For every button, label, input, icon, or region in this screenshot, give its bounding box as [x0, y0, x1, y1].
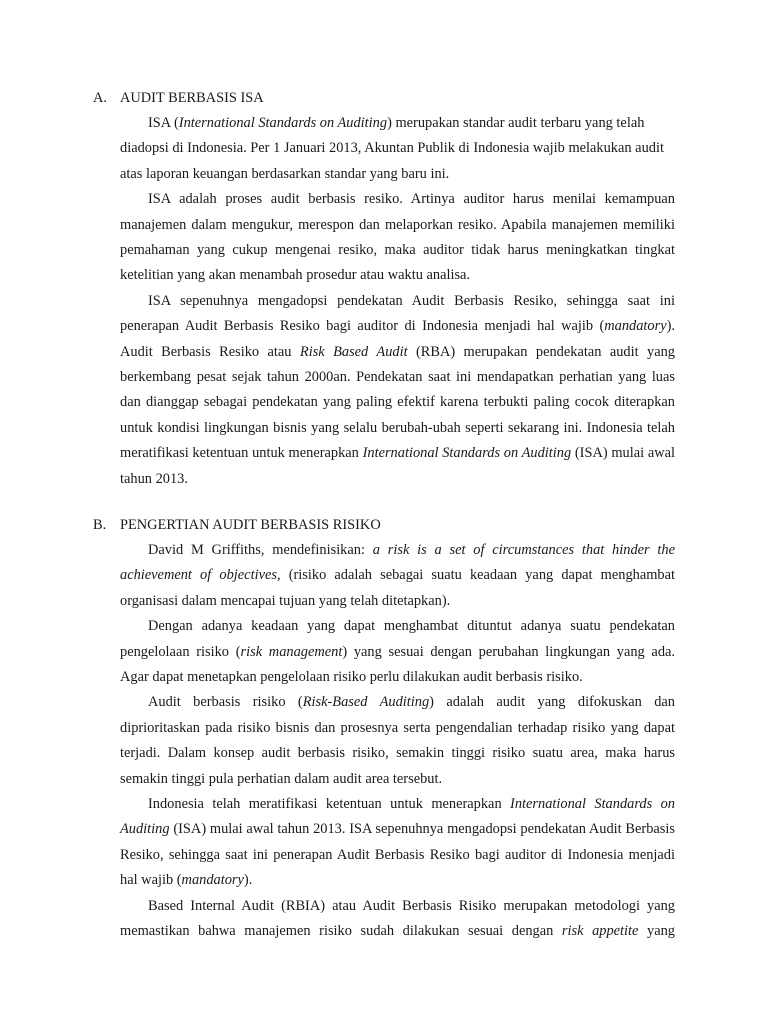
text-run: Audit berbasis risiko (	[148, 694, 303, 711]
section-a	[93, 86, 675, 492]
paragraph	[120, 894, 675, 945]
italic-term: International Standards on Auditing	[120, 796, 675, 838]
text-run: ).	[243, 872, 253, 889]
section-b	[93, 513, 675, 945]
paragraph	[120, 289, 675, 492]
text-run: (risiko adalah sebagai suatu keadaan yang dapat menghambat organisasi dalam mencapai tujuan yang telah ditetapkan).	[120, 567, 676, 609]
paragraph	[120, 792, 675, 894]
section-title: PENGERTIAN AUDIT BERBASIS RISIKO	[120, 517, 381, 533]
text-run: ) merupakan standar audit terbaru yang telah diadopsi di Indonesia. Per 1 Januari 2013, Akuntan Publik di Indonesia wajib melakukan audit atas laporan keuangan berdasarkan standar yang baru ini.	[120, 115, 664, 182]
italic-term: risk management	[240, 643, 343, 660]
italic-term: risk appetite	[561, 923, 639, 940]
italic-term: International Standards on Auditing	[362, 445, 572, 462]
text-run: Based Internal Audit (RBIA) atau Audit Berbasis Risiko merupakan metodologi yang memastikan bahwa manajemen risiko sudah dilakukan sesuai dengan	[120, 897, 675, 940]
text-run: (ISA) mulai awal tahun 2013.	[120, 445, 675, 487]
text-run: ISA sepenuhnya mengadopsi pendekatan Audit Berbasis Resiko, sehingga saat ini penerapan Audit Berbasis Resiko bagi auditor di Indonesia menjadi hal wajib (	[120, 292, 675, 335]
text-run: ISA (	[148, 115, 179, 131]
text-run: ) yang sesuai dengan perubahan lingkungan yang ada. Agar dapat menetapkan pengelolaan risiko perlu dilakukan audit berbasis risiko.	[120, 643, 675, 686]
paragraph	[120, 187, 675, 289]
text-run: ). Audit Berbasis Resiko atau	[120, 318, 675, 360]
section-letter: B.	[93, 517, 107, 533]
paragraph	[120, 614, 675, 690]
text-run: ) adalah audit yang difokuskan dan diprioritaskan pada risiko bisnis dan prosesnya serta pengendalian terhadap risiko yang dapat terjadi. Dalam konsep audit berbasis risiko, semakin tinggi risiko suatu area, maka harus semakin tinggi pula perhatian dalam audit area tersebut.	[120, 694, 675, 787]
paragraph	[120, 690, 675, 792]
italic-term: International Standards on Auditing	[178, 115, 388, 131]
italic-term: mandatory	[604, 318, 667, 335]
section-body	[120, 111, 675, 492]
text-run: David M Griffiths, mendefinisikan:	[148, 542, 373, 558]
text-run: Indonesia telah meratifikasi ketentuan untuk menerapkan	[148, 796, 511, 813]
section-title: AUDIT BERBASIS ISA	[120, 90, 264, 106]
section-body	[120, 538, 675, 945]
paragraph	[120, 111, 675, 187]
text-run: ISA adalah proses audit berbasis resiko. Artinya auditor harus menilai kemampuan manajemen dalam mengukur, merespon dan melaporkan resiko. Apabila manajemen memiliki pemahaman yang cukup mengenai resiko, maka auditor tidak harus meningkatkan tingkat ketelitian yang akan menambah prosedur atau waktu analisa.	[120, 191, 675, 284]
italic-term: Risk-Based Auditing	[302, 694, 430, 711]
paragraph	[120, 538, 675, 614]
text-run: yang	[638, 923, 675, 940]
text-run: Dengan adanya keadaan yang dapat menghambat dituntut adanya suatu pendekatan pengelolaan risiko (	[120, 618, 675, 660]
section-letter: A.	[93, 90, 107, 106]
section-heading	[93, 513, 675, 538]
italic-term: mandatory	[181, 872, 244, 889]
text-run: (ISA) mulai awal tahun 2013. ISA sepenuhnya mengadopsi pendekatan Audit Berbasis Resiko, sehingga saat ini penerapan Audit Berbasis Resiko bagi auditor di Indonesia menjadi hal wajib (	[120, 821, 675, 889]
text-run: (RBA) merupakan pendekatan audit yang berkembang pesat sejak tahun 2000an. Pendekatan saat ini mendapatkan perhatian yang luas dan dianggap sebagai pendekatan yang paling efektif karena terbukti paling cocok diterapkan untuk kondisi lingkungan bisnis yang selalu berubah-ubah seperti sekarang ini. Indonesia telah meratifikasi ketentuan untuk menerapkan	[120, 343, 675, 462]
section-heading	[93, 86, 675, 111]
italic-quote: a risk is a set of circumstances that hinder the achievement of objectives,	[120, 542, 676, 584]
italic-term: Risk Based Audit	[299, 343, 408, 360]
